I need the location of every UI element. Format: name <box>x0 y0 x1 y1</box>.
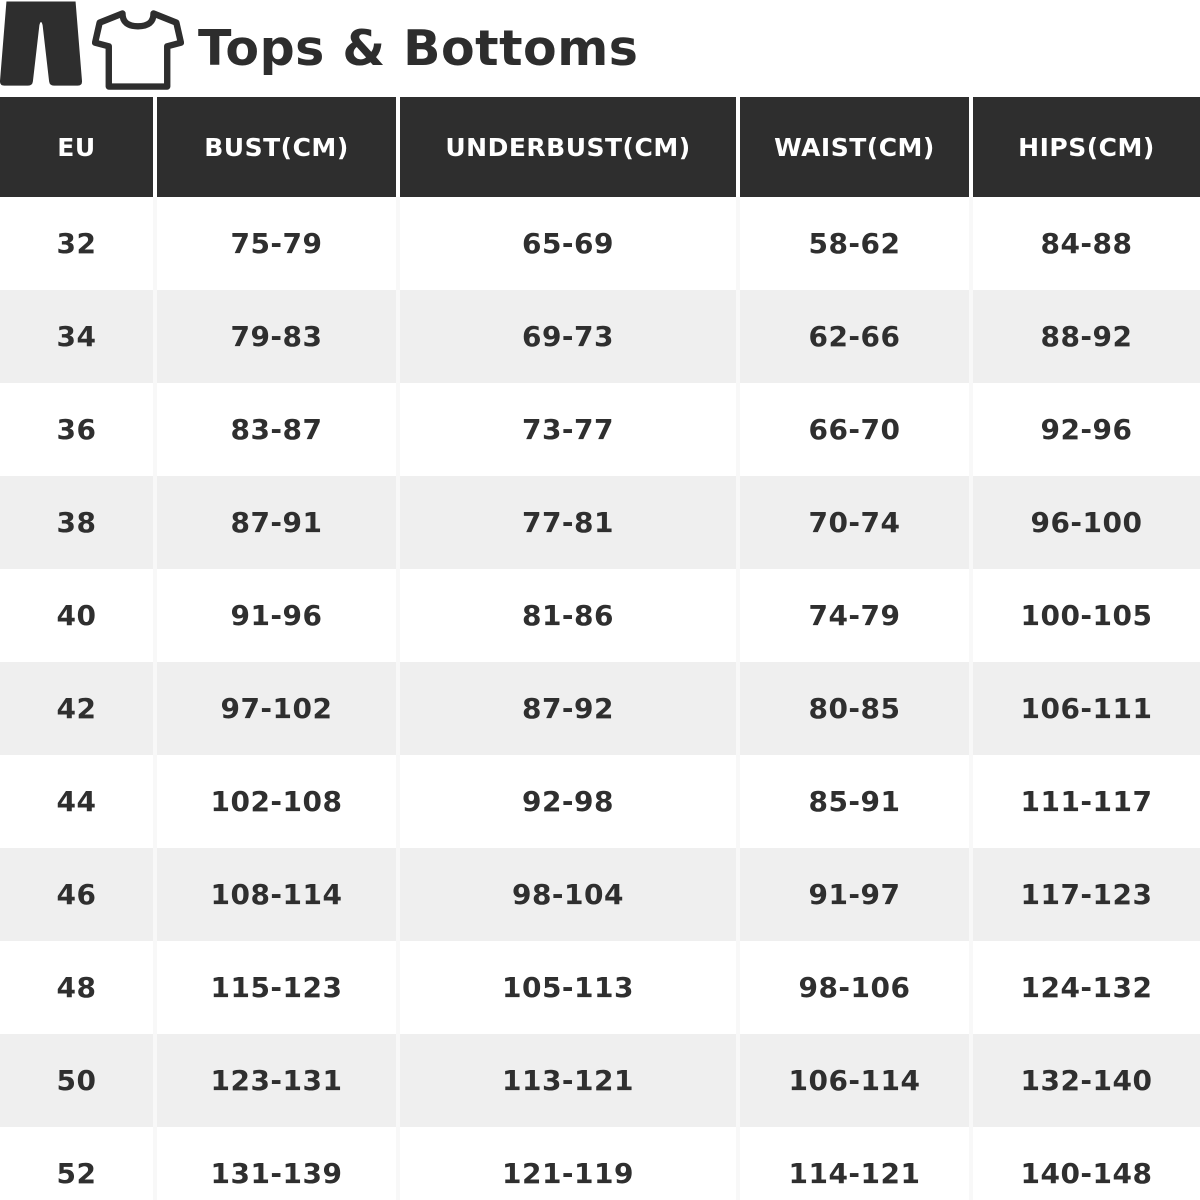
table-row-size-32 <box>0 197 1200 290</box>
table-cell: 105-113 <box>398 941 738 1034</box>
size-table-header <box>0 97 1200 197</box>
table-cell: 92-96 <box>971 383 1200 476</box>
table-cell: 70-74 <box>738 476 971 569</box>
table-cell: 131-139 <box>155 1127 398 1200</box>
title-icons <box>0 0 190 97</box>
table-cell: 44 <box>0 755 155 848</box>
table-cell: 80-85 <box>738 662 971 755</box>
column-header-waist-cm: WAIST(CM) <box>738 97 971 197</box>
table-row-size-46 <box>0 848 1200 941</box>
table-cell: 66-70 <box>738 383 971 476</box>
column-header-underbust-cm: UNDERBUST(CM) <box>398 97 738 197</box>
table-row-size-36 <box>0 383 1200 476</box>
table-cell: 40 <box>0 569 155 662</box>
table-cell: 91-96 <box>155 569 398 662</box>
table-cell: 108-114 <box>155 848 398 941</box>
table-row-size-44 <box>0 755 1200 848</box>
table-cell: 124-132 <box>971 941 1200 1034</box>
page-title: Tops & Bottoms <box>198 20 639 77</box>
table-cell: 69-73 <box>398 290 738 383</box>
table-cell: 114-121 <box>738 1127 971 1200</box>
table-cell: 115-123 <box>155 941 398 1034</box>
table-cell: 77-81 <box>398 476 738 569</box>
table-cell: 97-102 <box>155 662 398 755</box>
table-cell: 75-79 <box>155 197 398 290</box>
table-cell: 52 <box>0 1127 155 1200</box>
table-row-size-38 <box>0 476 1200 569</box>
column-header-eu: EU <box>0 97 155 197</box>
table-row-size-50 <box>0 1034 1200 1127</box>
table-cell: 73-77 <box>398 383 738 476</box>
table-cell: 123-131 <box>155 1034 398 1127</box>
table-cell: 87-92 <box>398 662 738 755</box>
table-cell: 46 <box>0 848 155 941</box>
title-bar <box>0 0 1200 97</box>
pants-icon <box>0 0 96 90</box>
table-cell: 98-104 <box>398 848 738 941</box>
table-cell: 88-92 <box>971 290 1200 383</box>
table-cell: 81-86 <box>398 569 738 662</box>
table-cell: 98-106 <box>738 941 971 1034</box>
table-cell: 92-98 <box>398 755 738 848</box>
table-cell: 62-66 <box>738 290 971 383</box>
table-cell: 91-97 <box>738 848 971 941</box>
table-cell: 83-87 <box>155 383 398 476</box>
table-cell: 79-83 <box>155 290 398 383</box>
table-cell: 132-140 <box>971 1034 1200 1127</box>
table-cell: 96-100 <box>971 476 1200 569</box>
table-cell: 38 <box>0 476 155 569</box>
table-row-size-42 <box>0 662 1200 755</box>
table-cell: 32 <box>0 197 155 290</box>
table-cell: 106-114 <box>738 1034 971 1127</box>
table-cell: 36 <box>0 383 155 476</box>
column-header-bust-cm: BUST(CM) <box>155 97 398 197</box>
size-table <box>0 97 1200 1200</box>
table-cell: 34 <box>0 290 155 383</box>
table-cell: 42 <box>0 662 155 755</box>
table-cell: 111-117 <box>971 755 1200 848</box>
size-table-body <box>0 197 1200 1200</box>
table-cell: 117-123 <box>971 848 1200 941</box>
table-cell: 74-79 <box>738 569 971 662</box>
tshirt-icon <box>92 8 184 92</box>
column-header-hips-cm: HIPS(CM) <box>971 97 1200 197</box>
table-cell: 102-108 <box>155 755 398 848</box>
table-cell: 87-91 <box>155 476 398 569</box>
table-cell: 58-62 <box>738 197 971 290</box>
table-cell: 85-91 <box>738 755 971 848</box>
table-row-size-34 <box>0 290 1200 383</box>
table-cell: 106-111 <box>971 662 1200 755</box>
table-row-size-40 <box>0 569 1200 662</box>
table-row-size-48 <box>0 941 1200 1034</box>
table-row-size-52 <box>0 1127 1200 1200</box>
table-cell: 65-69 <box>398 197 738 290</box>
table-cell: 84-88 <box>971 197 1200 290</box>
table-cell: 100-105 <box>971 569 1200 662</box>
table-cell: 48 <box>0 941 155 1034</box>
table-cell: 50 <box>0 1034 155 1127</box>
table-cell: 113-121 <box>398 1034 738 1127</box>
header-row <box>0 97 1200 197</box>
table-cell: 140-148 <box>971 1127 1200 1200</box>
table-cell: 121-119 <box>398 1127 738 1200</box>
